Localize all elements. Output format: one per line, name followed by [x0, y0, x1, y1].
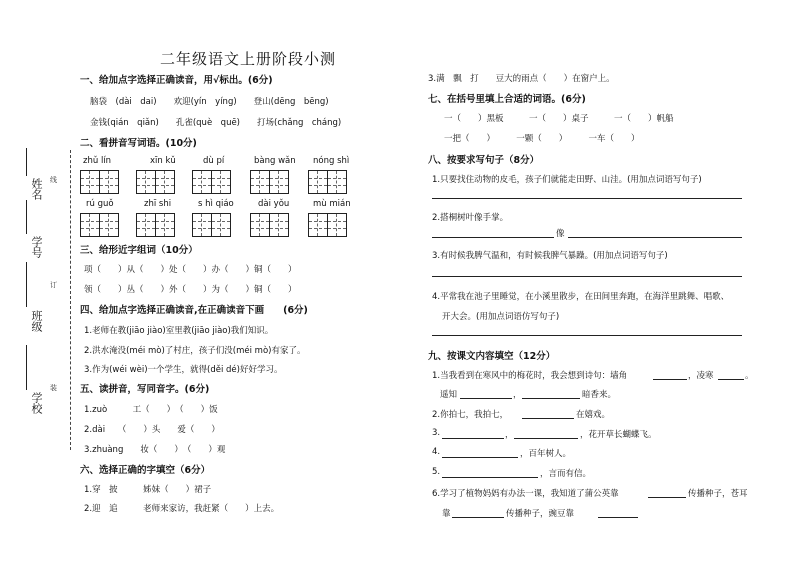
section-9-q2-b: 在嬉戏。: [576, 410, 611, 420]
section-9-q2: 2.你拍七，我拍七，: [432, 410, 509, 420]
section-9-q3-blank-2[interactable]: [514, 438, 578, 439]
pinyin-2: xīn kǔ: [150, 156, 176, 166]
section-9-q4: 4.: [432, 447, 441, 457]
class-label: 班级: [30, 310, 43, 332]
section-6-line-1: 1.穿 披 姊妹（ ）裙子: [84, 485, 212, 495]
section-9-q1-blank-2[interactable]: [718, 379, 744, 380]
section-9-q6: 6.学习了植物妈妈有办法一课，我知道了蒲公英靠: [432, 489, 619, 499]
section-8-q4-cont: 开大会。(用加点词语仿写句子): [442, 312, 560, 322]
section-4-line-2: 2.洪水淹没(méi mò)了村庄，孩子们没(méi mò)有家了。: [84, 346, 306, 356]
margin-mark-line: 线: [50, 176, 57, 184]
section-9-q1-a: 1.当我看到在寒风中的梅花时，我会想到诗句：墙角: [432, 371, 628, 381]
pinyin-4: bàng wǎn: [254, 156, 296, 166]
section-8-q1: 1.只要找住动物的皮毛，孩子们就能走田野、山洼。(用加点词语写句子): [432, 175, 702, 185]
pinyin-3: dù pí: [203, 156, 225, 166]
section-9-q1-c: 。: [745, 371, 754, 381]
section-7-line-2: 一把（ ） 一颗（ ） 一车（ ）: [444, 134, 640, 144]
section-3-line-2: 领（ ）丛（ ）外（ ）为（ ）铜（ ）: [84, 285, 297, 295]
section-8-q3-answer[interactable]: [432, 276, 742, 277]
writing-grid-4[interactable]: [250, 170, 289, 194]
name-field[interactable]: [26, 148, 27, 176]
section-8-q2-answer-a[interactable]: [432, 237, 554, 238]
section-9-q6-blank-2[interactable]: [452, 517, 504, 518]
section-9-q6-blank-1[interactable]: [648, 497, 686, 498]
section-6-heading: 六、选择正确的字填空（6分）: [80, 465, 211, 476]
pinyin-7: zhī shi: [144, 199, 172, 209]
pinyin-5: nóng shì: [313, 156, 350, 166]
writing-grid-8[interactable]: [192, 213, 231, 237]
class-field[interactable]: [26, 262, 27, 307]
section-9-q3-blank-1[interactable]: [442, 438, 504, 439]
section-9-heading: 九、按课文内容填空（12分）: [428, 351, 556, 362]
section-8-q2: 2.搭桐树叶像手掌。: [432, 213, 509, 223]
section-1-line-1: 脑袋 (dài dai) 欢迎(yín yíng) 登山(dēng bēng): [90, 97, 329, 107]
section-3-line-1: 项（ ）从（ ）处（ ）办（ ）铜（ ）: [84, 265, 297, 275]
writing-grid-1[interactable]: [80, 170, 119, 194]
margin-mark-zhuang: 装: [50, 384, 57, 392]
writing-grid-5[interactable]: [308, 170, 347, 194]
pinyin-9: dài yǒu: [258, 199, 290, 209]
section-9-q1-blank-1[interactable]: [653, 379, 687, 380]
section-8-q2-like: 像: [556, 229, 565, 239]
section-5-line-3: 3.zhuàng 妆（ ） （ ）观: [84, 445, 226, 455]
pinyin-1: zhǔ lín: [83, 156, 112, 166]
section-5-heading: 五、读拼音，写同音字。(6分): [80, 384, 210, 395]
writing-grid-6[interactable]: [80, 213, 119, 237]
section-9-q1-f: 暗香来。: [582, 390, 617, 400]
section-6-line-3: 3.满 飘 打 豆大的雨点（ ）在窗户上。: [428, 74, 615, 84]
writing-grid-10[interactable]: [308, 213, 347, 237]
section-9-q3-b: ，: [505, 430, 514, 440]
section-3-heading: 三、给形近字组词（10分）: [80, 245, 198, 256]
section-4-heading: 四、给加点字选择正确读音,在正确读音下画 (6分): [80, 305, 308, 316]
section-4-line-1: 1.老师在教(jiāo jiào)室里教(jiāo jiào)我们知识。: [84, 326, 274, 336]
section-1-line-2: 金钱(qián qiǎn) 孔雀(què quē) 打场(chǎng cháng): [90, 118, 342, 128]
section-9-q4-b: ，百年树人。: [520, 449, 572, 459]
section-2-heading: 二、看拼音写词语。(10分): [80, 138, 197, 149]
name-label: 姓名: [30, 178, 43, 200]
section-9-q5-b: ，言而有信。: [540, 469, 592, 479]
section-8-heading: 八、按要求写句子（8分）: [428, 155, 540, 166]
section-8-q4-answer[interactable]: [432, 335, 742, 336]
section-8-q4: 4.平常我在池子里睡觉，在小溪里散步，在田间里奔跑，在海洋里跳舞、唱歌、: [432, 292, 730, 302]
writing-grid-9[interactable]: [250, 213, 289, 237]
section-9-q6-b: 传播种子，苍耳: [688, 489, 748, 499]
section-9-q1-d: 遥知: [440, 390, 458, 400]
section-5-line-1: 1.zuò 工（ ） （ ）饭: [84, 405, 218, 415]
section-9-q1-b: ，凌寒: [688, 371, 714, 381]
section-7-heading: 七、在括号里填上合适的词语。(6分): [428, 94, 586, 105]
section-8-q2-answer-b[interactable]: [568, 237, 742, 238]
section-5-line-2: 2.dài （ ）头 爱（ ）: [84, 425, 220, 435]
school-label: 学校: [30, 392, 43, 414]
section-9-q1-blank-3[interactable]: [460, 398, 512, 399]
page-title: 二年级语文上册阶段小测: [160, 50, 337, 68]
section-9-q1-e: ，: [513, 390, 522, 400]
binding-dashed-line: [70, 150, 71, 450]
writing-grid-2[interactable]: [136, 170, 175, 194]
section-9-q6-c: 靠: [442, 509, 451, 519]
section-6-line-2: 2.迎 追 老师来家访，我赶紧（ ）上去。: [84, 504, 280, 514]
writing-grid-3[interactable]: [192, 170, 231, 194]
section-9-q1-blank-4[interactable]: [522, 398, 580, 399]
section-1-heading: 一、给加点字选择正确读音，用√标出。(6分): [80, 75, 273, 86]
margin-mark-ding: 订: [50, 281, 57, 289]
section-8-q1-answer[interactable]: [432, 198, 742, 199]
section-8-q3: 3.有时候我脾气温和，有时候我脾气暴躁。(用加点词语写句子): [432, 251, 668, 261]
section-9-q5-blank[interactable]: [442, 477, 538, 478]
section-7-line-1: 一（ ）黑板 一（ ）桌子 一（ ）帆船: [444, 114, 674, 124]
section-4-line-3: 3.作为(wéi wèi)一个学生，就得(děi dé)好好学习。: [84, 365, 283, 375]
section-9-q6-d: 传播种子，豌豆靠: [506, 509, 575, 519]
school-field[interactable]: [26, 345, 27, 390]
section-9-q3-c: ，花开草长蝴蝶飞。: [580, 430, 657, 440]
pinyin-6: rú guǒ: [86, 199, 114, 209]
pinyin-10: mù mián: [313, 199, 351, 209]
pinyin-8: s hì qiáo: [198, 199, 234, 209]
section-9-q2-blank[interactable]: [522, 418, 574, 419]
number-label: 学号: [30, 236, 43, 258]
section-9-q4-blank[interactable]: [442, 457, 518, 458]
section-9-q3: 3.: [432, 428, 441, 438]
number-field[interactable]: [26, 200, 27, 234]
section-9-q5: 5.: [432, 467, 441, 477]
section-9-q6-blank-3[interactable]: [598, 517, 638, 518]
writing-grid-7[interactable]: [136, 213, 175, 237]
